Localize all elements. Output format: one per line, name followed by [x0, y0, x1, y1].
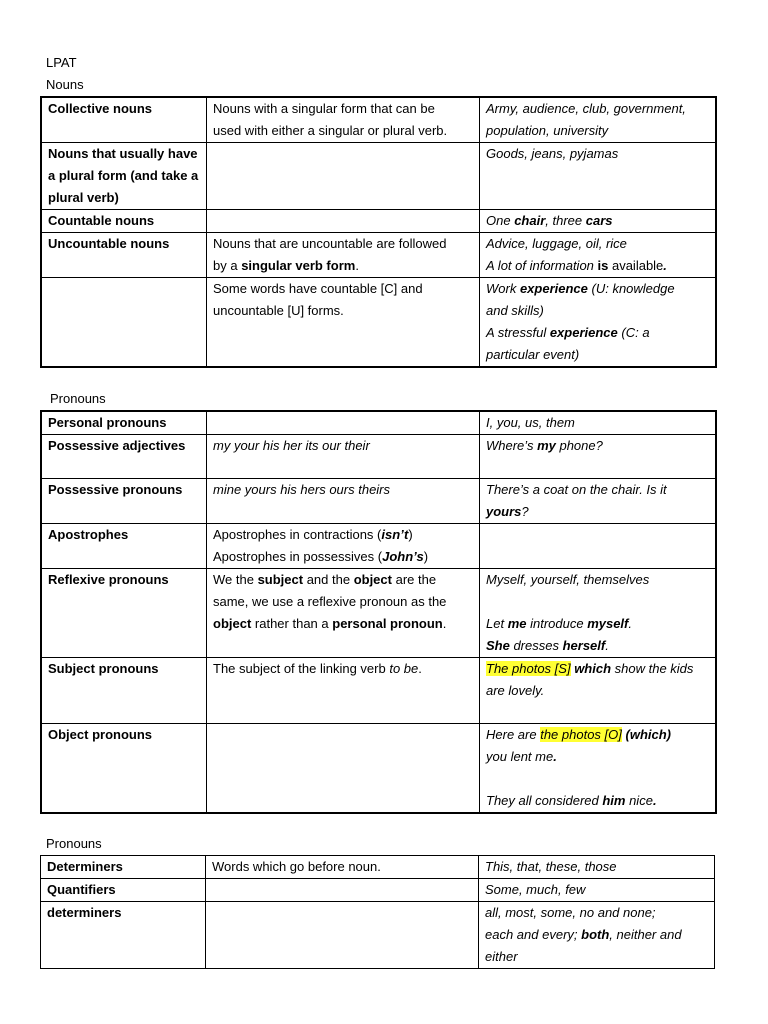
text-segment: used with either a singular or plural verb. — [213, 123, 448, 138]
cell-line — [486, 658, 709, 680]
example-cell — [480, 524, 717, 569]
text-segment: A lot of information — [486, 258, 598, 273]
example-cell — [480, 278, 717, 368]
text-segment: dresses — [509, 638, 563, 653]
cell-line — [486, 479, 709, 501]
text-segment: mine yours his hers ours theirs — [213, 482, 391, 497]
text-segment: experience — [519, 281, 588, 296]
description-cell — [207, 278, 480, 368]
description-cell — [207, 524, 480, 569]
text-segment: isn’t — [381, 527, 409, 542]
text-segment: Myself, yourself, themselves — [486, 572, 650, 587]
table-row — [41, 524, 716, 569]
table-row — [41, 233, 716, 278]
cell-line — [213, 479, 473, 501]
text-segment: cars — [585, 213, 613, 228]
description-cell — [207, 569, 480, 658]
table-row — [41, 411, 716, 435]
text-segment: are the — [391, 572, 437, 587]
text-segment: all, most, some, no and none; — [485, 905, 656, 920]
text-segment: She — [486, 638, 510, 653]
cell-line — [213, 120, 473, 142]
text-segment: . — [418, 661, 422, 676]
text-segment: subject — [257, 572, 304, 587]
text-segment: myself — [587, 616, 629, 631]
term-cell: Uncountable nouns — [41, 233, 207, 278]
text-segment: singular verb form — [241, 258, 356, 273]
description-cell — [207, 724, 480, 814]
text-segment: either — [485, 949, 518, 964]
text-segment: to be — [389, 661, 419, 676]
text-segment: (C: a — [617, 325, 650, 340]
text-segment: . — [553, 749, 557, 764]
description-cell — [207, 210, 480, 233]
cell-line — [486, 569, 709, 591]
text-segment: . — [628, 616, 633, 631]
text-segment: object — [213, 616, 252, 631]
cell-line — [213, 255, 473, 277]
text-segment: John’s — [382, 549, 424, 564]
text-segment: ) — [408, 527, 413, 542]
cell-line — [212, 856, 472, 878]
term-cell: Apostrophes — [41, 524, 207, 569]
cell-line — [486, 768, 709, 790]
term-cell: Personal pronouns — [41, 411, 207, 435]
text-segment: uncountable [U] forms. — [213, 303, 344, 318]
highlighted-text: The photos [S] — [486, 661, 571, 676]
text-segment: same, we use a reflexive pronoun as the — [213, 594, 447, 609]
cell-line — [486, 143, 709, 165]
example-cell — [480, 724, 717, 814]
nouns-table — [40, 96, 717, 368]
cell-line — [485, 924, 708, 946]
description-cell — [207, 97, 480, 143]
section-heading-pronouns-2: Pronouns — [46, 836, 102, 851]
text-segment: each and every; — [485, 927, 582, 942]
cell-line — [213, 278, 473, 300]
example-cell — [479, 879, 715, 902]
term-cell: determiners — [41, 902, 206, 969]
description-cell — [207, 658, 480, 724]
text-segment: phone? — [555, 438, 603, 453]
cell-line — [213, 613, 473, 635]
cell-line — [486, 591, 709, 613]
text-segment: ? — [521, 504, 529, 519]
example-cell — [480, 143, 717, 210]
example-cell — [480, 435, 717, 479]
cell-line — [486, 255, 709, 277]
example-cell — [480, 479, 717, 524]
text-segment: and the — [303, 572, 354, 587]
example-cell — [480, 210, 717, 233]
table-row — [41, 724, 716, 814]
description-cell — [207, 435, 480, 479]
text-segment: Apostrophes in possessives ( — [213, 549, 383, 564]
text-segment: yours — [486, 504, 522, 519]
section-heading-pronouns: Pronouns — [50, 391, 106, 406]
cell-line — [486, 233, 709, 255]
cell-line — [485, 902, 708, 924]
cell-line — [213, 658, 473, 680]
cell-line — [486, 680, 709, 702]
text-segment: We the — [213, 572, 258, 587]
cell-line — [213, 546, 473, 568]
cell-line — [486, 724, 709, 746]
example-cell — [479, 902, 715, 969]
cell-line — [213, 569, 473, 591]
example-cell — [480, 411, 717, 435]
term-cell: Determiners — [41, 856, 206, 879]
description-cell — [207, 233, 480, 278]
text-segment: Words which go before noun. — [212, 859, 381, 874]
cell-line — [486, 98, 709, 120]
text-segment: , neither and — [609, 927, 682, 942]
table-row — [41, 856, 715, 879]
example-cell — [480, 97, 717, 143]
cell-line — [485, 946, 708, 968]
text-segment: available — [608, 258, 664, 273]
cell-line — [486, 344, 709, 366]
text-segment: and skills) — [486, 303, 544, 318]
cell-line — [486, 790, 709, 812]
text-segment: introduce — [526, 616, 588, 631]
text-segment: particular event) — [486, 347, 580, 362]
text-segment: This, that, these, those — [485, 859, 617, 874]
text-segment: (which) — [625, 727, 671, 742]
cell-line — [486, 278, 709, 300]
table-row — [41, 210, 716, 233]
text-segment: me — [507, 616, 527, 631]
text-segment: ) — [423, 549, 429, 564]
text-segment: Nouns that are uncountable are followed — [213, 236, 447, 251]
text-segment: population, university — [486, 123, 609, 138]
text-segment: rather than a — [251, 616, 333, 631]
example-cell — [480, 233, 717, 278]
text-segment: Some, much, few — [485, 882, 586, 897]
table-row — [41, 143, 716, 210]
text-segment: is — [597, 258, 609, 273]
text-segment: I, you, us, them — [486, 415, 575, 430]
text-segment: my your his her its our their — [213, 438, 370, 453]
text-segment: by a — [213, 258, 242, 273]
cell-line — [213, 591, 473, 613]
text-segment: are lovely. — [486, 683, 545, 698]
text-segment: Let — [486, 616, 508, 631]
description-cell — [207, 143, 480, 210]
cell-line — [486, 120, 709, 142]
text-segment: herself — [562, 638, 606, 653]
table-row — [41, 97, 716, 143]
text-segment: Here are — [486, 727, 541, 742]
text-segment: , three — [545, 213, 586, 228]
description-cell — [207, 411, 480, 435]
text-segment: Goods, jeans, pyjamas — [486, 146, 619, 161]
text-segment: my — [537, 438, 556, 453]
text-segment: They all considered — [486, 793, 603, 808]
determiners-table — [40, 855, 715, 969]
text-segment: There’s a coat on the chair. Is it — [486, 482, 667, 497]
text-segment: which — [574, 661, 612, 676]
cell-line — [485, 879, 708, 901]
text-segment: One — [486, 213, 515, 228]
term-cell: Subject pronouns — [41, 658, 207, 724]
cell-line — [213, 435, 473, 457]
term-cell: Quantifiers — [41, 879, 206, 902]
text-segment: The subject of the linking verb — [213, 661, 390, 676]
text-segment: show the kids — [611, 661, 694, 676]
term-cell: Collective nouns — [41, 97, 207, 143]
cell-line — [213, 233, 473, 255]
text-segment: . — [663, 258, 667, 273]
text-segment: . — [652, 793, 657, 808]
description-cell — [206, 879, 479, 902]
text-segment: Army, audience, club, government, — [486, 101, 686, 116]
cell-line — [486, 613, 709, 635]
text-segment: personal pronoun — [332, 616, 443, 631]
example-cell — [479, 856, 715, 879]
section-heading-nouns: Nouns — [46, 77, 84, 92]
table-row — [41, 658, 716, 724]
text-segment: . — [442, 616, 447, 631]
text-segment: nice — [625, 793, 653, 808]
table-row — [41, 569, 716, 658]
text-segment: Some words have countable [C] and — [213, 281, 423, 296]
table-row — [41, 879, 715, 902]
cell-line — [213, 524, 473, 546]
highlighted-text: the photos [O] — [540, 727, 622, 742]
doc-title: LPAT — [46, 55, 77, 70]
text-segment: . — [605, 638, 609, 653]
cell-line — [486, 322, 709, 344]
text-segment: A stressful — [486, 325, 550, 340]
table-row — [41, 902, 715, 969]
text-segment: Advice, luggage, oil, rice — [486, 236, 627, 251]
term-cell — [41, 278, 207, 368]
cell-line — [486, 501, 709, 523]
cell-line — [486, 300, 709, 322]
term-cell: Object pronouns — [41, 724, 207, 814]
cell-line — [486, 746, 709, 768]
description-cell — [206, 902, 479, 969]
cell-line — [486, 635, 709, 657]
term-cell: Countable nouns — [41, 210, 207, 233]
description-cell — [206, 856, 479, 879]
cell-line — [486, 435, 709, 457]
text-segment: experience — [549, 325, 618, 340]
text-segment: you lent me — [486, 749, 554, 764]
example-cell — [480, 658, 717, 724]
example-cell — [480, 569, 717, 658]
cell-line — [486, 412, 709, 434]
text-segment: chair — [514, 213, 546, 228]
text-segment: both — [581, 927, 610, 942]
term-cell: Possessive adjectives — [41, 435, 207, 479]
cell-line — [486, 210, 709, 232]
text-segment: (U: knowledge — [587, 281, 675, 296]
table-row — [41, 278, 716, 368]
cell-line — [213, 300, 473, 322]
description-cell — [207, 479, 480, 524]
text-segment: . — [355, 258, 359, 273]
term-cell: Reflexive pronouns — [41, 569, 207, 658]
term-cell: Nouns that usually have a plural form (and take a plural verb) — [41, 143, 207, 210]
table-row — [41, 479, 716, 524]
text-segment: Apostrophes in contractions ( — [213, 527, 382, 542]
text-segment: Where’s — [486, 438, 538, 453]
pronouns-table — [40, 410, 717, 814]
table-row — [41, 435, 716, 479]
text-segment: him — [602, 793, 626, 808]
text-segment: object — [353, 572, 392, 587]
term-cell: Possessive pronouns — [41, 479, 207, 524]
text-segment: Nouns with a singular form that can be — [213, 101, 435, 116]
cell-line — [485, 856, 708, 878]
cell-line — [213, 98, 473, 120]
text-segment: Work — [486, 281, 520, 296]
